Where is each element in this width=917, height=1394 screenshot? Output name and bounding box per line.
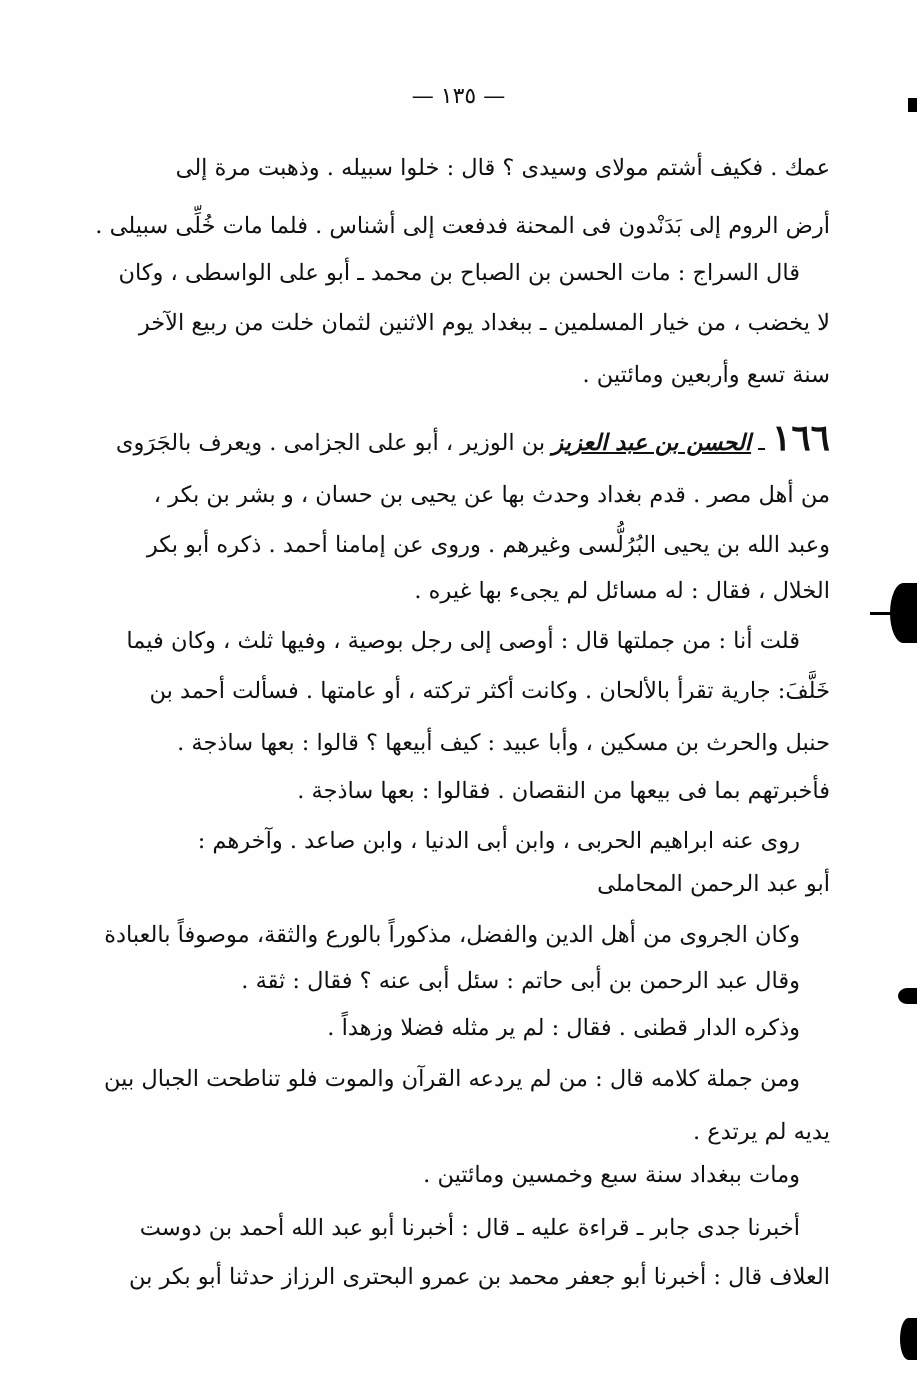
text-line: سنة تسع وأربعين ومائتين . xyxy=(582,362,830,388)
text-line: روى عنه ابراهيم الحربى ، وابن أبى الدنيا ، وابن صاعد . وآخرهم : xyxy=(197,828,800,854)
text-line: قلت أنا : من جملتها قال : أوصى إلى رجل بوصية ، وفيها ثلث ، وكان فيما xyxy=(126,628,800,654)
text-line: فأخبرتهم بما فى بيعها من النقصان . فقالوا : بعها ساذجة . xyxy=(297,778,830,804)
scan-mark xyxy=(898,988,917,1004)
text-line: من أهل مصر . قدم بغداد وحدث بها عن يحيى بن حسان ، و بشر بن بكر ، xyxy=(153,482,830,508)
scan-mark xyxy=(900,1318,917,1360)
text-line: قال السراج : مات الحسن بن الصباح بن محمد ـ أبو على الواسطى ، وكان xyxy=(118,260,800,286)
text-line: الخلال ، فقال : له مسائل لم يجىء بها غيره . xyxy=(414,578,830,604)
entry-name: الحسن بن عبد العزيز xyxy=(552,430,752,456)
text-line: ومات ببغداد سنة سبع وخمسين ومائتين . xyxy=(423,1162,800,1188)
text-line: خَلَّفَ: جارية تقرأ بالألحان . وكانت أكثر تركته ، أو عامتها . فسألت أحمد بن xyxy=(149,678,830,704)
text-line: أرض الروم إلى بَدَنْدون فى المحنة فدفعت إلى أشناس . فلما مات خُلِّى سبيلى . xyxy=(95,213,830,239)
text-line: أخبرنا جدى جابر ـ قراءة عليه ـ قال : أخبرنا أبو عبد الله أحمد بن دوست xyxy=(139,1215,800,1241)
entry-description: بن الوزير ، أبو على الجزامى . ويعرف بالجَرَوى xyxy=(115,430,553,456)
text-line: عمك . فكيف أشتم مولاى وسيدى ؟ قال : خلوا سبيله . وذهبت مرة إلى xyxy=(175,155,830,181)
scan-mark xyxy=(870,612,895,615)
text-line: وقال عبد الرحمن بن أبى حاتم : سئل أبى عنه ؟ فقال : ثقة . xyxy=(241,968,800,994)
text-line: يديه لم يرتدع . xyxy=(692,1119,830,1145)
entry-heading xyxy=(115,417,830,459)
text-line: أبو عبد الرحمن المحاملى xyxy=(597,871,830,897)
entry-number: ١٦٦ xyxy=(771,417,830,459)
scan-mark xyxy=(908,98,917,112)
text-line: العلاف قال : أخبرنا أبو جعفر محمد بن عمرو البحترى الرزاز حدثنا أبو بكر بن xyxy=(128,1264,830,1290)
text-line: حنبل والحرث بن مسكين ، وأبا عبيد : كيف أبيعها ؟ قالوا : بعها ساذجة . xyxy=(177,730,830,756)
text-line: وعبد الله بن يحيى البُرُلُّسى وغيرهم . وروى عن إمامنا أحمد . ذكره أبو بكر xyxy=(146,532,830,558)
text-line: وكان الجروى من أهل الدين والفضل، مذكوراً بالورع والثقة، موصوفاً بالعبادة xyxy=(104,922,800,948)
text-line: وذكره الدار قطنى . فقال : لم ير مثله فضلا وزهداً . xyxy=(327,1015,800,1041)
page-number: — ١٣٥ — xyxy=(411,84,506,109)
entry-dash: ـ xyxy=(751,430,772,456)
text-line: ومن جملة كلامه قال : من لم يردعه القرآن والموت فلو تناطحت الجبال بين xyxy=(104,1066,800,1092)
text-line: لا يخضب ، من خيار المسلمين ـ ببغداد يوم الاثنين لثمان خلت من ربيع الآخر xyxy=(138,310,830,336)
